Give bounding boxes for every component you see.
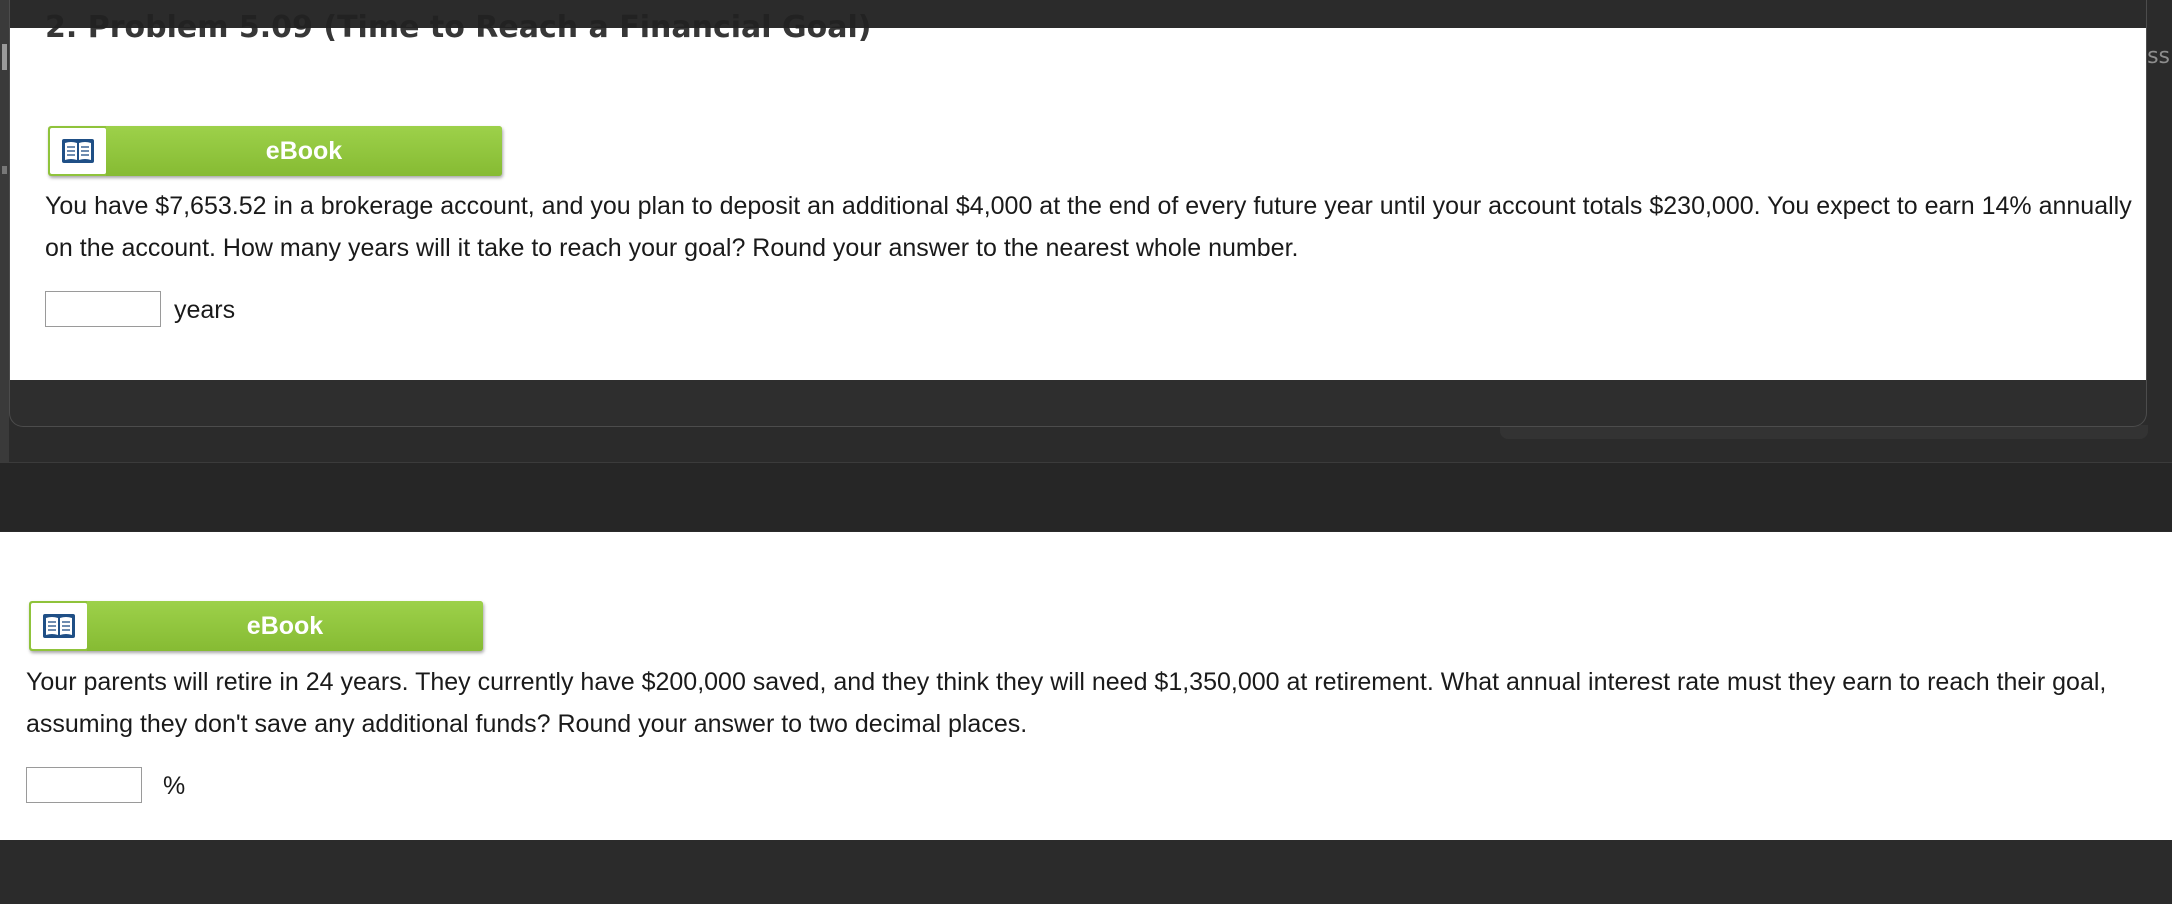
problem-1-question: You have $7,653.52 in a brokerage account, and you plan to deposit an additional $4,000 at the end of every future year until your account totals $230,000. You expect to earn 14% annually on the account. How many years will it take to reach your goal? Round your answer to the nearest whole number. bbox=[45, 192, 2132, 262]
ebook-button[interactable] bbox=[29, 601, 483, 651]
open-book-icon bbox=[31, 603, 87, 649]
problem-1-title: 2. Problem 5.09 (Time to Reach a Financial Goal) bbox=[45, 10, 872, 45]
background-band bbox=[0, 462, 2172, 531]
ebook-label: eBook bbox=[106, 126, 502, 176]
percent-unit-label: % bbox=[163, 772, 186, 800]
problem-1-card bbox=[9, 0, 2147, 427]
years-answer-input[interactable] bbox=[45, 291, 161, 327]
ebook-button[interactable] bbox=[48, 126, 502, 176]
background-left-strip bbox=[0, 0, 9, 470]
ebook-label: eBook bbox=[87, 601, 483, 651]
open-book-icon bbox=[50, 128, 106, 174]
problem-1-content bbox=[10, 10, 2146, 380]
problem-2-card bbox=[0, 532, 2172, 840]
problem-2-question: Your parents will retire in 24 years. They currently have $200,000 saved, and they think they will need $1,350,000 at retirement. What annual interest rate must they earn to reach their goal, assuming they don't save any additional funds? Round your answer to two decimal places. bbox=[26, 668, 2107, 738]
years-unit-label: years bbox=[174, 296, 236, 324]
background-fragment bbox=[2, 44, 7, 70]
background-text-fragment: ss bbox=[2147, 44, 2170, 69]
background-panel-edge bbox=[1500, 425, 2148, 439]
background-fragment bbox=[2, 166, 7, 174]
interest-rate-answer-input[interactable] bbox=[26, 767, 142, 803]
